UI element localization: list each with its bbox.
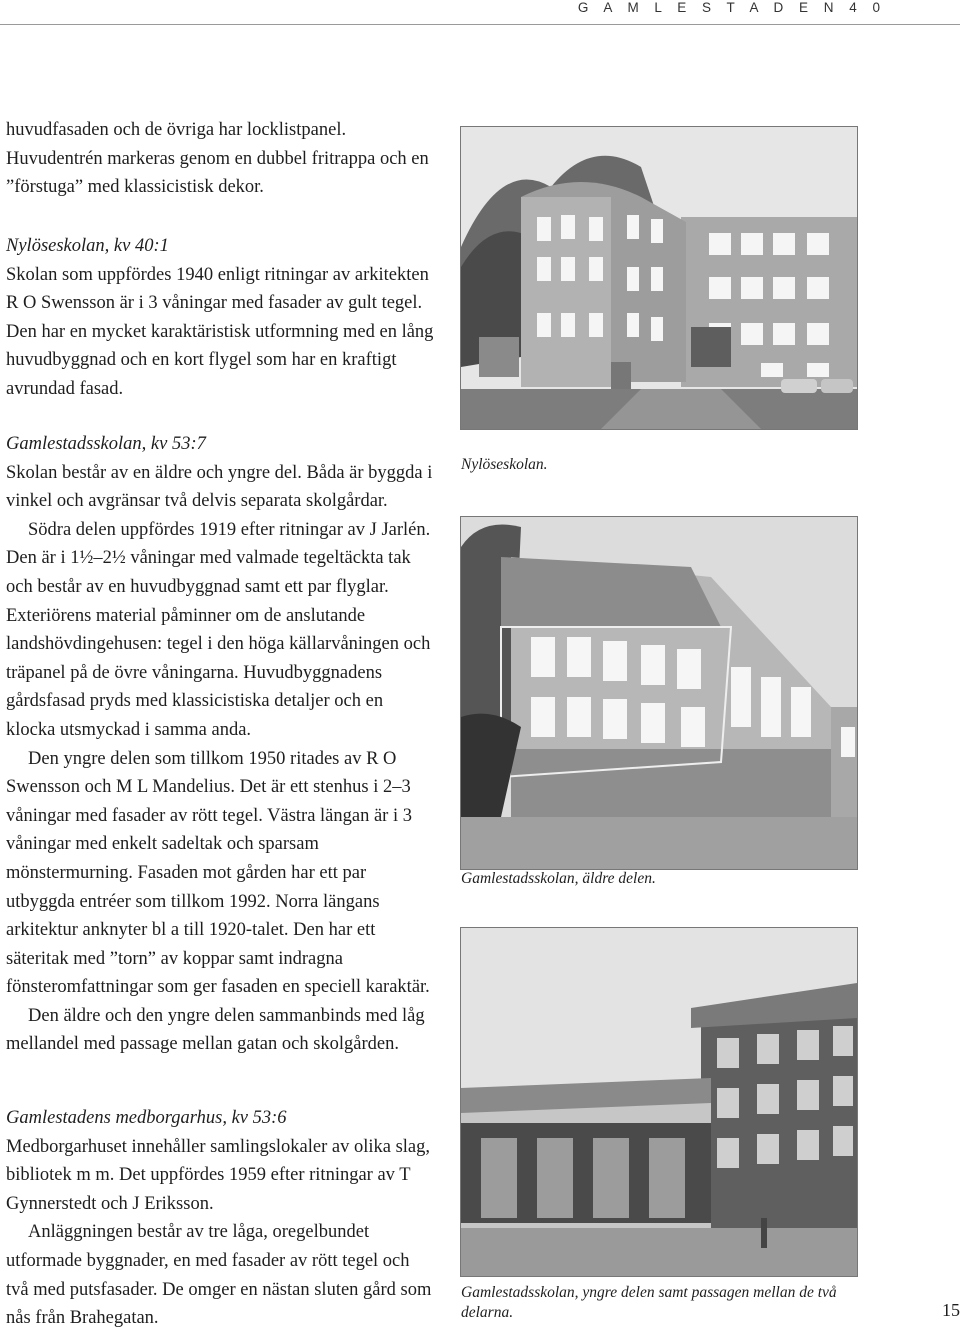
caption-gamlestadsskolan-yngre: Gamlestadsskolan, yngre delen samt passagen mellan de två delarna. <box>461 1284 837 1321</box>
nyloseskolan-heading: Nylöseskolan, kv 40:1 <box>6 236 169 256</box>
photo-gamlestadsskolan-yngre <box>460 927 858 1277</box>
gamlestadsskolan-text-2: Södra delen uppfördes 1919 efter ritningar av J Jarlén. Den är i 1½–2½ våningar med valmade tegeltäckta tak och består av en huvudbyggnad samt ett par flyglar. Exteriörens material påminner om de anslutande landshövdingehusen: tegel i den höga källarvåningen och träpanel på de övre våningarna. Huvudbyggnadens gårdsfasad pryds med klassicistiska detaljer och en klocka utsmyckad i samma anda. <box>6 519 431 740</box>
page-number: 15 <box>942 1300 960 1320</box>
running-head <box>0 0 960 25</box>
intro-text: huvudfasaden och de övriga har locklistpanel. Huvudentrén markeras genom en dubbel fritrappa och en ”förstuga” med klassicistisk dekor. <box>6 120 429 198</box>
gamlestadsskolan-yngre-photo-graphic <box>461 928 857 1276</box>
medborgarhus-heading: Gamlestadens medborgarhus, kv 53:6 <box>6 1108 287 1128</box>
photo-nyloseskolan <box>460 126 858 430</box>
gamlestadsskolan-aldre-photo-graphic <box>461 517 857 869</box>
photo-gamlestadsskolan-aldre <box>460 516 858 870</box>
running-head-text: G A M L E S T A D E N 4 0 <box>577 0 886 15</box>
section-gamlestadsskolan <box>6 430 434 1059</box>
medborgarhus-text-1: Medborgarhuset innehåller samlingslokaler av olika slag, bibliotek m m. Det uppfördes 1959 efter ritningar av T Gynnerstedt och J Eriksson. <box>6 1136 431 1214</box>
gamlestadsskolan-text-3: Den yngre delen som tillkom 1950 ritades av R O Swensson och M L Mandelius. Det är ett stenhus i 2–3 våningar med fasader av rött tegel. Västra längan är i 3 våningar med enkelt sadeltak och sparsam mönstermurning. Fasaden mot gården har ett par utbyggda entréer som tillkom 1992. Norra längans arkitektur anknyter bl a till 1920-talet. Den har ett säteritak med ”torn” av koppar samt indragna fönsteromfattningar som ger fasaden en speciell karaktär. <box>6 748 430 998</box>
gamlestadsskolan-text-4: Den äldre och den yngre delen sammanbinds med låg mellandel med passage mellan gatan och skolgården. <box>6 1005 425 1055</box>
paragraph-intro <box>6 116 434 202</box>
section-nyloseskolan <box>6 232 434 404</box>
nyloseskolan-text: Skolan som uppfördes 1940 enligt ritningar av arkitekten R O Swensson är i 3 våningar med fasader av gult tegel. Den har en mycket karaktäristisk utformning med en lång huvudbyggnad och en kort flygel som har en kraftigt avrundad fasad. <box>6 264 434 399</box>
medborgarhus-text-2: Anläggningen består av tre låga, oregelbundet utformade byggnader, en med fasader av rött tegel och två med putsfasader. De omger en nästan sluten gård som nås från Brahegatan. <box>6 1222 432 1329</box>
nyloseskolan-photo-graphic <box>461 127 857 429</box>
caption-nyloseskolan: Nylöseskolan. <box>461 456 548 473</box>
caption-gamlestadsskolan-aldre: Gamlestadsskolan, äldre delen. <box>461 870 656 887</box>
gamlestadsskolan-heading: Gamlestadsskolan, kv 53:7 <box>6 434 206 454</box>
gamlestadsskolan-text-1: Skolan består av en äldre och yngre del. Båda är byggda i vinkel och avgränsar två delvis separata skolgårdar. <box>6 462 433 512</box>
section-medborgarhus <box>6 1104 434 1333</box>
